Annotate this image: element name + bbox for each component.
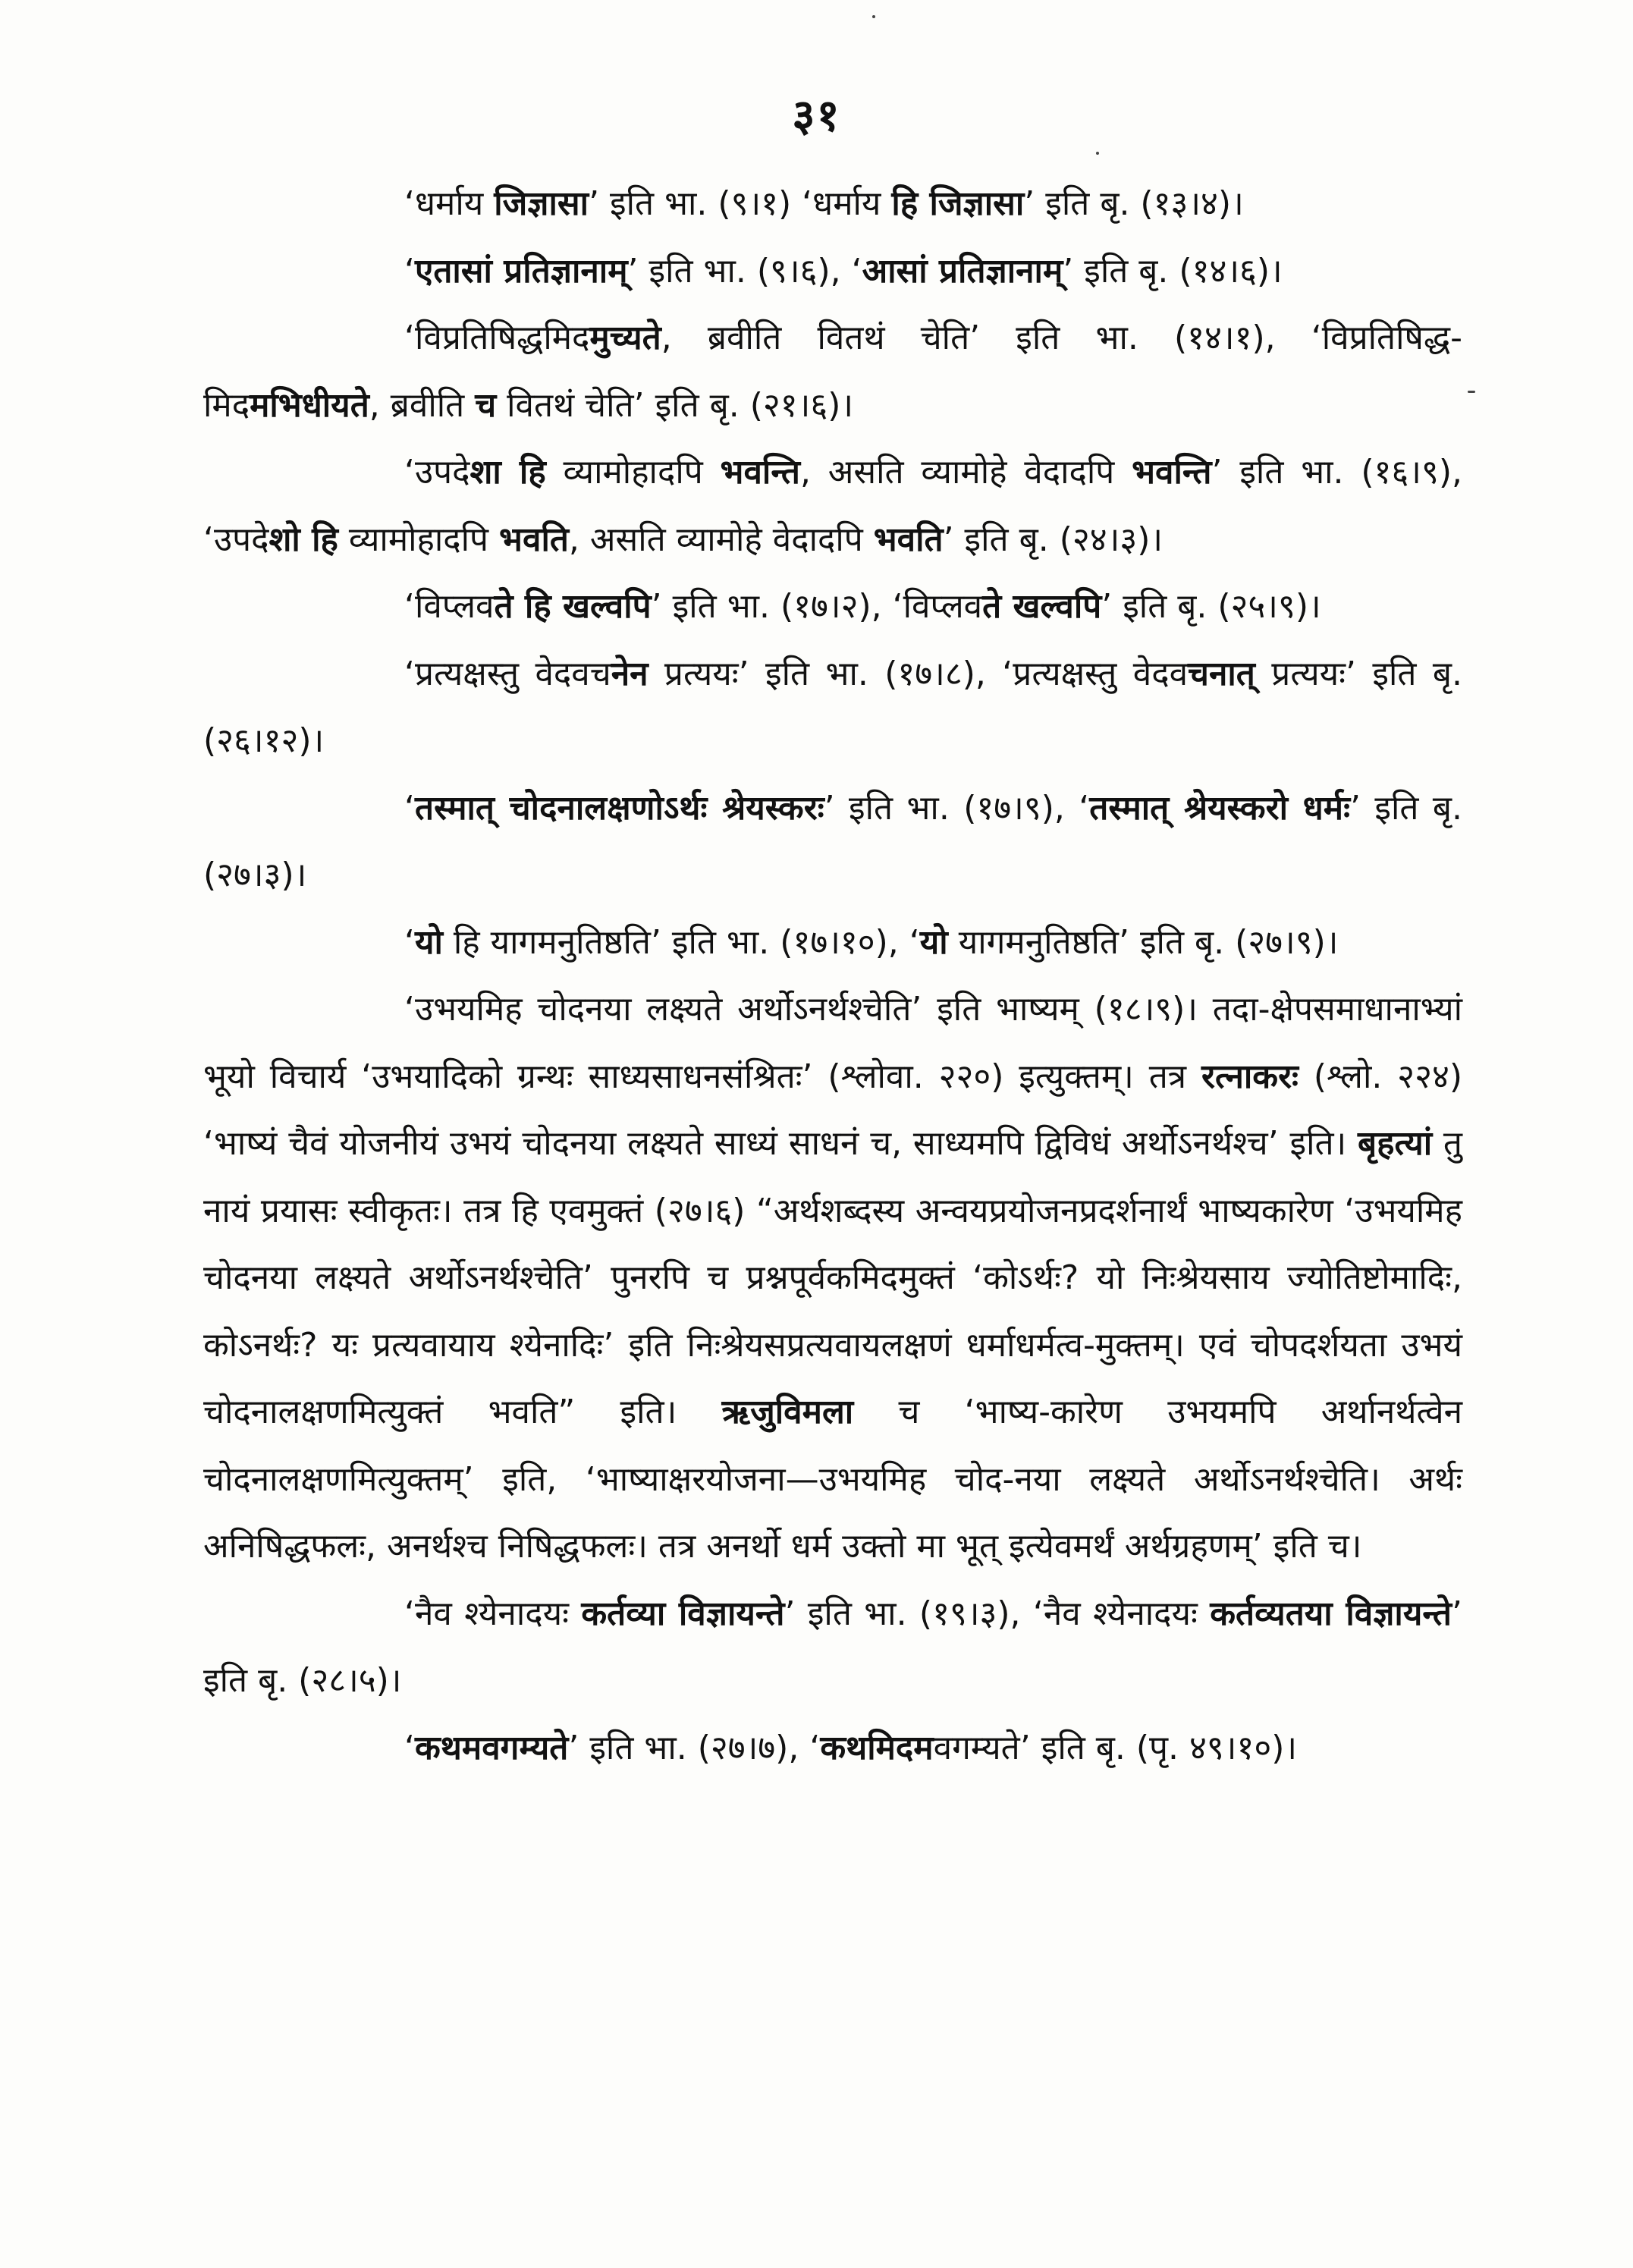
text-run: ‘ <box>404 1728 415 1767</box>
text-run: वितथं चेति’ इति बृ. (२१।६)। <box>496 385 854 425</box>
paragraph <box>203 238 1462 306</box>
text-run: ’ इति भा. (१६।९), ‘उपदे <box>203 453 1462 559</box>
bold-text-run: कर्तव्यतया विज्ञायन्ते <box>1210 1594 1452 1633</box>
text-run: तु नायं प्रयासः स्वीकृतः। तत्र हि एवमुक्तं (२७।६) “अर्थशब्दस्य अन्वयप्रयोजनप्रदर्शनार्थं भाष्यकारेण ‘उभयमिह चोदनया लक्ष्यते अर्थोऽनर्थश्चेति’ पुनरपि च प्रश्नपूर्वकमिदमुक्तं ‘कोऽर्थः? यो निःश्रेयसाय ज्योतिष्टोमादिः, कोऽनर्थः? यः प्रत्यवायाय श्येनादिः’ इति निःश्रेयसप्रत्यवायलक्षणं धर्माधर्मत्व-मुक्तम्। एवं चोपदर्शयता उभयं चोदनालक्षणमित्युक्तं भवति” इति। <box>203 1124 1462 1431</box>
bold-text-run: एतासां प्रतिज्ञानाम् <box>415 251 628 291</box>
text-run: ’ इति भा. (९।१) ‘धर्माय <box>589 184 892 223</box>
text-run: ‘नैव श्येनादयः <box>404 1594 582 1633</box>
paragraph <box>203 909 1462 977</box>
text-run: ‘ <box>404 251 415 291</box>
scan-speck <box>1468 391 1475 393</box>
text-run: ‘धर्माय <box>404 184 495 223</box>
bold-text-run: हि जिज्ञासा <box>891 184 1025 223</box>
bold-text-run: आसां प्रतिज्ञानाम् <box>862 251 1063 291</box>
text-run: प्रत्ययः’ इति भा. (१७।८), ‘प्रत्यक्षस्तु वेदव <box>648 654 1189 693</box>
text-run: ’ इति बृ. (२४।३)। <box>943 520 1164 559</box>
text-run: ’ इति बृ. (२५।९)। <box>1101 587 1321 626</box>
bold-text-run: ते हि खल्वपि <box>494 587 652 626</box>
text-body <box>203 171 1462 1782</box>
bold-text-run: चनात् <box>1188 654 1255 693</box>
text-run: व्यामोहादपि <box>338 520 500 559</box>
bold-text-run: मुच्यते <box>589 319 661 357</box>
bold-text-run: भवति <box>873 520 944 559</box>
text-run: ‘विप्रतिषिद्धमिद <box>404 319 590 357</box>
scan-speck <box>872 15 875 18</box>
text-run: ‘विप्लव <box>404 587 495 626</box>
text-run: हि यागमनुतिष्ठति’ इति भा. (१७।१०), ‘ <box>442 922 920 962</box>
text-run: , असति व्यामोहे वेदादपि <box>568 520 874 559</box>
bold-text-run: यो <box>919 922 948 962</box>
text-run: वगम्यते’ इति बृ. (पृ. ४९।१०)। <box>933 1728 1298 1767</box>
bold-text-run: जिज्ञासा <box>494 184 589 223</box>
bold-text-run: तस्मात् श्रेयस्करो धर्मः <box>1089 788 1350 828</box>
paragraph <box>203 573 1462 641</box>
text-run: ’ इति भा. (९।६), ‘ <box>627 251 862 291</box>
text-run: ’ इति भा. (२७।७), ‘ <box>568 1728 821 1767</box>
bold-text-run: कथमवगम्यते <box>415 1728 569 1767</box>
paragraph <box>203 1715 1462 1783</box>
scan-speck <box>1096 152 1099 155</box>
bold-text-run: च <box>475 385 497 425</box>
bold-text-run: नेन <box>611 654 648 693</box>
paragraph <box>203 775 1462 909</box>
bold-text-run: मभिधीयते <box>250 385 369 425</box>
bold-text-run: कथमिदम <box>820 1728 934 1767</box>
text-run: ‘उपदे <box>404 453 470 492</box>
text-run: ‘ <box>404 922 415 962</box>
text-run: ’ इति बृ. (१४।६)। <box>1063 251 1283 291</box>
paragraph <box>203 305 1462 439</box>
page-number: ३१ <box>792 90 841 141</box>
text-run: यागमनुतिष्ठति’ इति बृ. (२७।९)। <box>947 922 1339 962</box>
text-run: ’ इति भा. (१९।३), ‘नैव श्येनादयः <box>784 1594 1211 1633</box>
bold-text-run: शो हि <box>269 520 338 559</box>
bold-text-run: रत्नाकरः <box>1201 1057 1299 1096</box>
text-run: ’ इति भा. (१७।९), ‘ <box>824 788 1090 828</box>
paragraph <box>203 171 1462 238</box>
text-run: ‘ <box>404 788 415 828</box>
paragraph <box>203 439 1462 573</box>
bold-text-run: ते खल्वपि <box>982 587 1102 626</box>
text-run: ‘उभयमिह चोदनया लक्ष्यते अर्थोऽनर्थश्चेति’ इति भाष्यम् (१८।९)। तदा-क्षेपसमाधानाभ्यां भूयो विचार्य ‘उभयादिको ग्रन्थः साध्यसाधनसंश्रितः’ (श्लोवा. २२०) इत्युक्तम्। तत्र <box>203 990 1462 1096</box>
paragraph <box>203 976 1462 1581</box>
text-run: ‘प्रत्यक्षस्तु वेदवच <box>404 654 611 693</box>
paragraph <box>203 641 1462 775</box>
bold-text-run: ऋजुविमला <box>721 1393 854 1431</box>
bold-text-run: तस्मात् चोदनालक्षणोऽर्थः श्रेयस्करः <box>415 788 824 828</box>
paragraph <box>203 1581 1462 1715</box>
bold-text-run: भवन्ति <box>1132 453 1212 492</box>
bold-text-run: भवन्ति <box>720 453 800 492</box>
text-run: ’ इति बृ. (१३।४)। <box>1024 184 1244 223</box>
text-run: ’ इति बृ. (२८।५)। <box>203 1594 1462 1700</box>
text-run: , असति व्यामोहे वेदादपि <box>799 453 1132 492</box>
text-run: (श्लो. २२४) ‘भाष्यं चैवं योजनीयं उभयं चोदनया लक्ष्यते साध्यं साधनं च, साध्यमपि द्विविधं अर्थोऽनर्थश्च’ इति। <box>203 1057 1462 1163</box>
text-run: ’ इति भा. (१७।२), ‘विप्लव <box>651 587 983 626</box>
bold-text-run: शा हि <box>469 453 546 492</box>
text-run: , ब्रवीति वितथं चेति’ इति भा. (१४।१), ‘विप्रतिषिद्ध-मिद <box>203 319 1462 425</box>
text-run: व्यामोहादपि <box>545 453 721 492</box>
text-run: च ‘भाष्य-कारेण उभयमपि अर्थानर्थत्वेन चोदनालक्षणमित्युक्तम्’ इति, ‘भाष्याक्षरयोजना—उभयमिह चोद-नया लक्ष्यते अर्थोऽनर्थश्चेति। अर्थः अनिषिद्धफलः, अनर्थश्च निषिद्धफलः। तत्र अनर्थो धर्म उक्तो मा भूत् इत्येवमर्थं अर्थग्रहणम्’ इति च। <box>203 1393 1462 1566</box>
bold-text-run: कर्तव्या विज्ञायन्ते <box>581 1594 785 1633</box>
bold-text-run: यो <box>415 922 443 962</box>
text-run: ’ इति बृ. (२७।३)। <box>203 788 1463 894</box>
bold-text-run: बृहत्यां <box>1357 1124 1433 1163</box>
text-run: , ब्रवीति <box>369 385 476 425</box>
text-run: प्रत्ययः’ इति बृ. (२६।१२)। <box>203 654 1463 760</box>
bold-text-run: भवति <box>499 520 569 559</box>
